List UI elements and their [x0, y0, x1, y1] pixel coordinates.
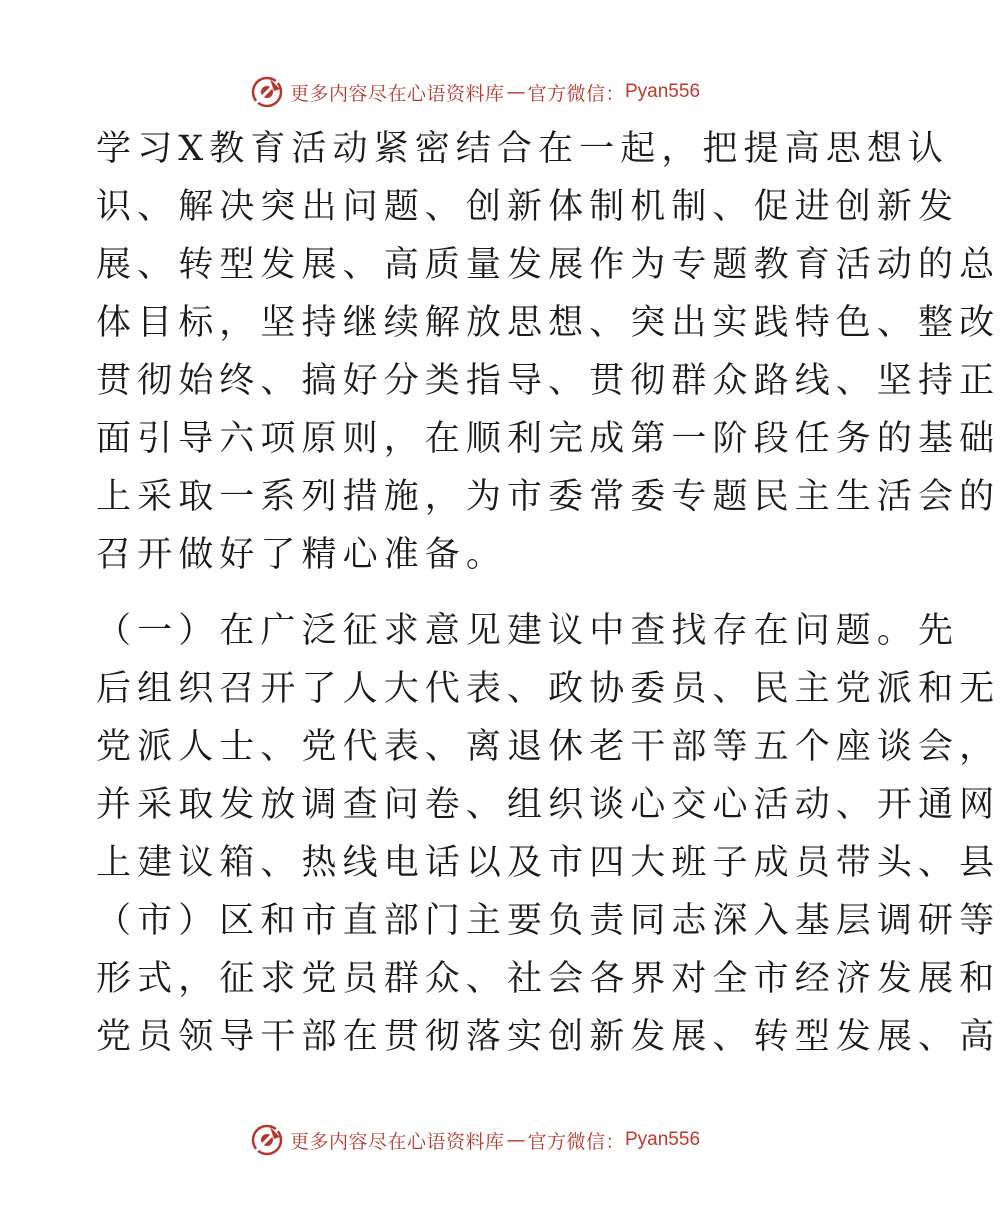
text-line: 体目标，坚持继续解放思想、突出实践特色、整改 — [96, 303, 1000, 343]
watermark-wechat-id: Pyan556 — [625, 81, 701, 102]
watermark-main-text: 更多内容尽在心语资料库 — [289, 1130, 505, 1153]
watermark-official-text: 官方微信： — [527, 82, 625, 105]
text-line: （一）在广泛征求意见建议中查找存在问题。先 — [96, 611, 960, 651]
text-line: 上建议箱、热线电话以及市四大班子成员带头、县 — [96, 843, 1000, 883]
text-line: 贯彻始终、搞好分类指导、贯彻群众路线、坚持正 — [96, 361, 1000, 401]
text-line: 面引导六项原则，在顺利完成第一阶段任务的基础 — [96, 419, 1000, 459]
text-line: 后组织召开了人大代表、政协委员、民主党派和无 — [96, 669, 1000, 709]
watermark-official-text: 官方微信： — [527, 1130, 625, 1153]
text-line: 形式，征求党员群众、社会各界对全市经济发展和 — [96, 959, 1000, 999]
text-line: 识、解决突出问题、创新体制机制、促进创新发 — [96, 187, 960, 227]
paragraph-1 — [96, 120, 1000, 584]
header-watermark — [0, 72, 950, 112]
watermark-separator: — — [506, 81, 526, 103]
text-line: 并采取发放调查问卷、组织谈心交心活动、开通网 — [96, 785, 1000, 825]
watermark-separator: — — [506, 1129, 526, 1151]
footer-watermark — [0, 1120, 950, 1160]
watermark-wechat-id: Pyan556 — [625, 1129, 701, 1150]
paragraph-2 — [96, 602, 1000, 1066]
logo-icon — [250, 75, 284, 109]
paragraph-gap — [96, 584, 856, 602]
text-line: 学习X教育活动紧密结合在一起，把提高思想认 — [96, 129, 950, 169]
logo-icon — [250, 1123, 284, 1157]
text-line: 上采取一系列措施，为市委常委专题民主生活会的 — [96, 477, 1000, 517]
text-line: （市）区和市直部门主要负责同志深入基层调研等 — [96, 901, 1000, 941]
document-body — [96, 120, 1000, 1066]
text-line: 党派人士、党代表、离退休老干部等五个座谈会， — [96, 727, 1000, 767]
text-line: 召开做好了精心准备。 — [96, 535, 508, 575]
text-line: 展、转型发展、高质量发展作为专题教育活动的总 — [96, 245, 1000, 285]
text-line: 党员领导干部在贯彻落实创新发展、转型发展、高 — [96, 1017, 1000, 1057]
watermark-main-text: 更多内容尽在心语资料库 — [289, 82, 505, 105]
